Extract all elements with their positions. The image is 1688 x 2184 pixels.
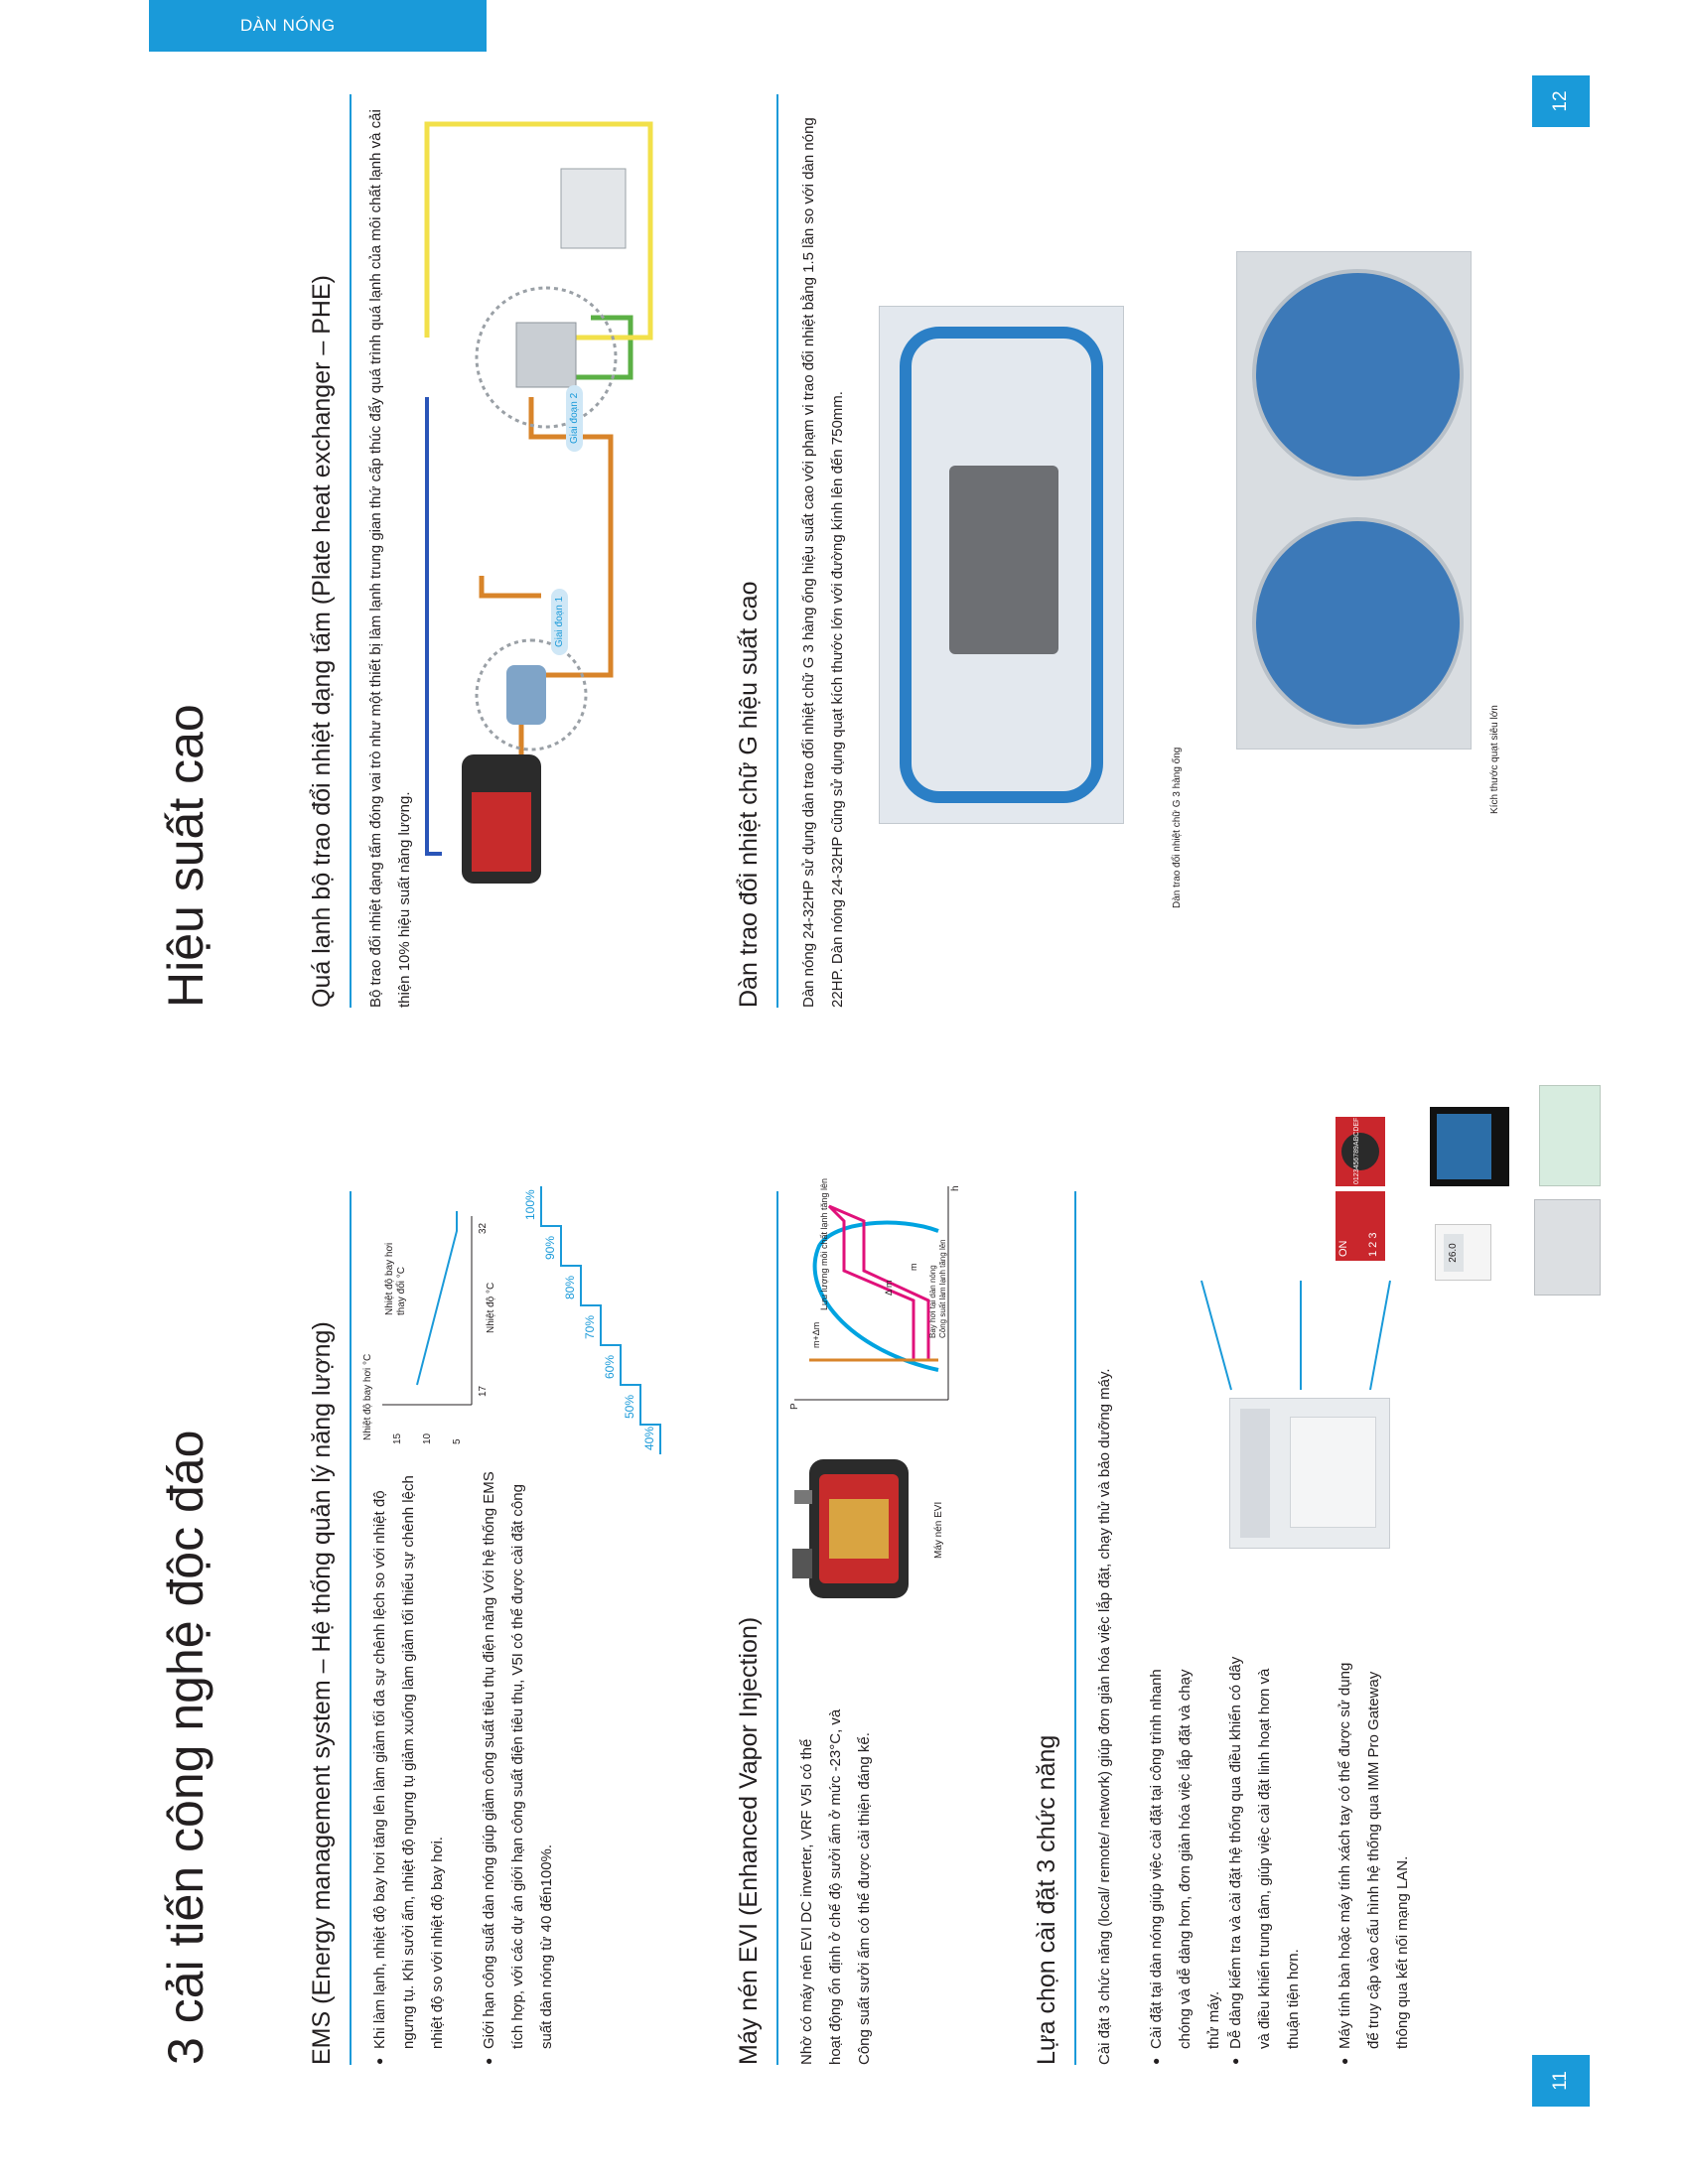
ems-heading: EMS (Energy management system – Hệ thống quản lý năng lượng): [308, 1321, 336, 2065]
modes-bullet-2: ● Dễ dàng kiểm tra và cài đặt hệ thống qua điều khiển có dây và điều khiển trung tâm, giúp việc cài đặt linh hoạt hơn và thuận tiện hơn.: [1221, 1652, 1308, 2065]
ems-chart-xtick-17: 17: [478, 1385, 489, 1397]
ph-cycle: [829, 1206, 928, 1360]
fan-caption: Kích thước quạt siêu lớn: [1489, 705, 1500, 814]
ems-bullet-2: ● Giới hạn công suất dàn nóng giúp giảm công suất tiêu thụ điện năng Với hệ thống EMS tích hợp, với các dự án giới hạn công suất điện tiêu thụ, V5I có thể được cài đặt công suất dàn nóng từ 40 đến100%.: [475, 1463, 561, 2065]
section-tab-label: DÀN NÓNG: [240, 16, 336, 35]
step-70: 70%: [583, 1314, 597, 1339]
arrow-local: [1370, 1281, 1390, 1390]
touch-controller: [1430, 1107, 1509, 1186]
rotary-dial-knob: [1341, 1133, 1379, 1170]
fan-right: [1252, 269, 1464, 480]
compressor-svg: [784, 1439, 933, 1618]
phe-rule: [350, 94, 352, 1008]
ems-chart-ytick-5: 5: [452, 1438, 463, 1444]
outdoor-unit-image: [1229, 1398, 1390, 1549]
phe-separator: [506, 665, 546, 725]
compressor-terminal: [792, 1549, 812, 1578]
step-100: 100%: [523, 1189, 537, 1220]
phe-refrigerant-diagram: [422, 99, 670, 893]
wired-controller: [1435, 1224, 1491, 1281]
ems-capacity-steps: [521, 1166, 670, 1454]
step-90: 90%: [543, 1235, 557, 1260]
step-40: 40%: [642, 1426, 656, 1450]
modes-intro: Cài đặt 3 chức năng (local/ remote/ network) giúp đơn giản hóa việc lắp đặt, chạy thử và bảo dưỡng máy.: [1096, 1368, 1113, 2065]
ph-h-label: h: [950, 1185, 961, 1191]
wired-controller-display: 26.0: [1444, 1234, 1464, 1272]
ph-label-evap: Bay hơi tại dàn nóng: [928, 1265, 937, 1338]
ems-chart-annotation: Nhiệt độ bay hơi thay đổi °C: [384, 1242, 407, 1315]
g-coil-text: Dàn nóng 24-32HP sử dụng dàn trao đổi nhiệt chữ G 3 hàng ống hiệu suất cao với phạm vi trao đổi nhiệt bằng 1.5 lần so với dàn nóng 22HP. Dàn nóng 24-32HP cũng sử dụng quạt kích thước lớn với đường kính lên đến 750mm.: [800, 117, 846, 1008]
evi-heading: Máy nén EVI (Enhanced Vapor Injection): [735, 1616, 763, 2065]
page-number-left: 11: [1532, 2055, 1590, 2107]
ph-label-top: Lưu lượng môi chất lạnh tăng lên: [819, 1177, 829, 1310]
phe-diagram-svg: [422, 99, 670, 893]
outdoor-unit-panel: [1290, 1417, 1376, 1528]
evi-rule: [776, 1191, 778, 2065]
right-page-title: Hiệu suất cao: [158, 704, 213, 1008]
arrow-network: [1201, 1281, 1231, 1390]
ems-chart-xlabel: Nhiệt độ °C: [486, 1282, 496, 1333]
touch-controller-screen: [1437, 1114, 1491, 1179]
compressor-port: [794, 1490, 812, 1504]
gateway-device: [1534, 1199, 1601, 1296]
pipe-orange-branch: [482, 576, 541, 596]
evi-text: Nhờ có máy nén EVI DC inverter, VRF V5I có thể hoạt động ổn định ở chế độ sưởi ấm ở mức -23°C, và Công suất sưởi ấm có thể được cải thiện đáng kể.: [798, 1708, 873, 2065]
modes-heading: Lựa chọn cài đặt 3 chức năng: [1033, 1734, 1060, 2065]
dip-on-label: ON: [1337, 1240, 1349, 1257]
dip-numbers: 1 2 3: [1367, 1232, 1379, 1257]
plate-heat-exchanger: [516, 323, 576, 387]
page-number-right: 12: [1532, 75, 1590, 127]
ph-p-label: P: [789, 1403, 800, 1410]
evi-compressor-illustration: [784, 1439, 948, 1618]
fan-left: [1252, 517, 1464, 729]
step-80: 80%: [563, 1275, 577, 1299]
compressor-motor: [829, 1499, 889, 1559]
ems-steps-svg: [521, 1166, 670, 1454]
ems-temperature-chart: [362, 1186, 501, 1444]
indoor-cassette-unit: [561, 169, 626, 248]
ph-label-cap: Công suất làm lạnh tăng lên: [938, 1239, 947, 1338]
g-coil-rule: [776, 94, 778, 1008]
stage-1-label: Giai đoạn 1: [551, 589, 568, 655]
dip-switch: [1336, 1191, 1385, 1261]
ems-chart-ytick-10: 10: [422, 1433, 433, 1444]
ems-chart-ylabel: Nhiệt độ bay hơi °C: [362, 1353, 373, 1440]
ems-rule: [350, 1191, 352, 2065]
modes-bullet-3: ● Máy tính bàn hoặc máy tính xách tay có thể được sử dụng để truy cập vào cấu hình hệ thống qua IMM Pro Gateway thông qua kết nối mạng LAN.: [1331, 1652, 1417, 2065]
pipe-blue: [427, 397, 442, 854]
stage-2-label: Giai đoạn 2: [566, 385, 583, 452]
laptop-device: [1539, 1085, 1601, 1186]
phe-compressor-cutaway: [472, 792, 531, 872]
step-50: 50%: [623, 1394, 636, 1419]
ems-chart-xtick-32: 32: [478, 1222, 489, 1234]
g-coil-caption: Dàn trao đổi nhiệt chữ G 3 hàng ống: [1172, 747, 1183, 908]
left-page-title: 3 cải tiến công nghệ độc đáo: [158, 1430, 213, 2065]
modes-bullet-1: ● Cài đặt tại dàn nóng giúp việc cài đặt tại công trình nhanh chóng và dễ dàng hơn, đơn giản hóa việc lắp đặt và chạy thử máy.: [1142, 1652, 1228, 2065]
ems-chart-ytick-15: 15: [392, 1433, 403, 1444]
g-coil-compressor-assembly: [949, 466, 1058, 654]
modes-rule: [1074, 1191, 1076, 2065]
g-coil-heading: Dàn trao đổi nhiệt chữ G hiệu suất cao: [735, 581, 763, 1008]
phe-text: Bộ trao đổi nhiệt dạng tấm đóng vai trò như một thiết bị làm lạnh trung gian thứ cấp thúc đẩy quá trình quá lạnh của môi chất lạnh và cải thiện 10% hiệu suất năng lượng.: [367, 109, 413, 1008]
phe-heading: Quá lạnh bộ trao đổi nhiệt dạng tấm (Plate heat exchanger – PHE): [308, 275, 336, 1008]
connection-arrows: [1192, 1261, 1410, 1400]
pipe-orange-main: [482, 397, 611, 814]
ems-steps-line: [541, 1186, 660, 1454]
ems-bullet-1: ● Khi làm lạnh, nhiệt độ bay hơi tăng lên làm giảm tối đa sự chênh lệch so với nhiệt độ ngưng tụ. Khi sưởi ấm, nhiệt độ ngưng tụ giảm xuống làm giảm tối thiểu sự chênh lệch nhiệt độ so với nhiệt độ bay hơi.: [365, 1463, 452, 2065]
ph-label-dm: Δ m: [884, 1280, 894, 1296]
evi-compressor-caption: Máy nén EVI: [933, 1501, 944, 1559]
step-60: 60%: [603, 1354, 617, 1379]
ph-label-m-dm: m+Δm: [811, 1321, 821, 1348]
ph-label-m: m: [909, 1263, 918, 1271]
rotary-dial: [1336, 1117, 1385, 1186]
outdoor-unit-fan-grille: [1240, 1409, 1270, 1538]
ems-chart-line: [417, 1211, 457, 1385]
fan-photo: [1236, 251, 1472, 750]
g-coil-photo: [879, 306, 1124, 824]
evi-ph-diagram: [789, 1177, 961, 1420]
rotary-dial-labels: 0123456789ABCDEF: [1353, 1117, 1360, 1184]
